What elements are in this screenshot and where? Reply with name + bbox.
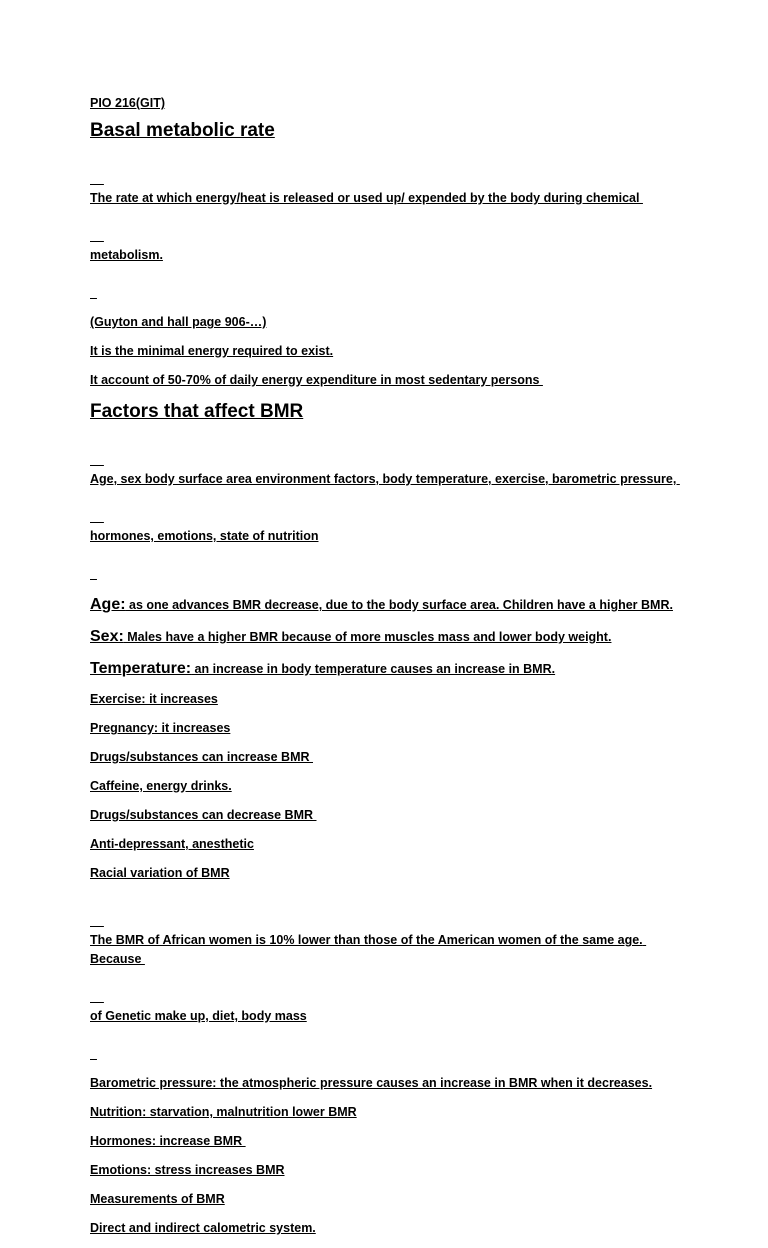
bmr-definition-line-1: The rate at which energy/heat is released or used up/ expended by the body during chemical bbox=[90, 191, 643, 205]
sex-text: Males have a higher BMR because of more muscles mass and lower body weight. bbox=[123, 630, 612, 644]
exercise-factor: Exercise: it increases bbox=[90, 692, 218, 706]
age-text: as one advances BMR decrease, due to the body surface area. Children have a higher BMR. bbox=[125, 598, 673, 612]
factors-heading: Factors that affect BMR bbox=[90, 401, 304, 422]
african-women-line-1: The BMR of African women is 10% lower than those of the American women of the same age. Because bbox=[90, 933, 647, 966]
bmr-definition bbox=[90, 151, 690, 303]
factors-list-line-1: Age, sex body surface area environment factors, body temperature, exercise, barometric pressure, bbox=[90, 472, 680, 486]
drugs-decrease: Drugs/substances can decrease BMR bbox=[90, 808, 317, 822]
factors-list-line-2: hormones, emotions, state of nutrition bbox=[90, 529, 319, 543]
pregnancy-factor: Pregnancy: it increases bbox=[90, 721, 231, 735]
measurements-heading: Measurements of BMR bbox=[90, 1192, 225, 1206]
course-code: PIO 216(GIT) bbox=[90, 96, 166, 110]
bmr-definition-line-2: metabolism. bbox=[90, 248, 163, 262]
drugs-increase: Drugs/substances can increase BMR bbox=[90, 750, 313, 764]
energy-percentage-statement: It account of 50-70% of daily energy expenditure in most sedentary persons bbox=[90, 373, 543, 387]
document-page bbox=[90, 94, 690, 1248]
document-title: Basal metabolic rate bbox=[90, 120, 275, 141]
racial-variation: Racial variation of BMR bbox=[90, 866, 230, 880]
sex-label: Sex: bbox=[90, 628, 124, 645]
african-women-note bbox=[90, 893, 690, 1064]
emotions-factor: Emotions: stress increases BMR bbox=[90, 1163, 285, 1177]
temperature-text: an increase in body temperature causes an increase in BMR. bbox=[191, 662, 556, 676]
barometric-factor: Barometric pressure: the atmospheric pressure causes an increase in BMR when it decreases. bbox=[90, 1076, 653, 1090]
age-label: Age: bbox=[90, 596, 126, 613]
age-factor bbox=[90, 594, 690, 616]
temperature-label: Temperature: bbox=[90, 660, 192, 677]
reference-note: (Guyton and hall page 906-…) bbox=[90, 315, 267, 329]
minimal-energy-statement: It is the minimal energy required to exist. bbox=[90, 344, 334, 358]
factors-list bbox=[90, 432, 690, 584]
calometric-system: Direct and indirect calometric system. bbox=[90, 1221, 316, 1235]
anti-depressant-example: Anti-depressant, anesthetic bbox=[90, 837, 254, 851]
nutrition-factor: Nutrition: starvation, malnutrition lower BMR bbox=[90, 1105, 357, 1119]
caffeine-example: Caffeine, energy drinks. bbox=[90, 779, 232, 793]
temperature-factor bbox=[90, 658, 690, 680]
hormones-factor: Hormones: increase BMR bbox=[90, 1134, 246, 1148]
african-women-line-2: of Genetic make up, diet, body mass bbox=[90, 1009, 307, 1023]
sex-factor bbox=[90, 626, 690, 648]
